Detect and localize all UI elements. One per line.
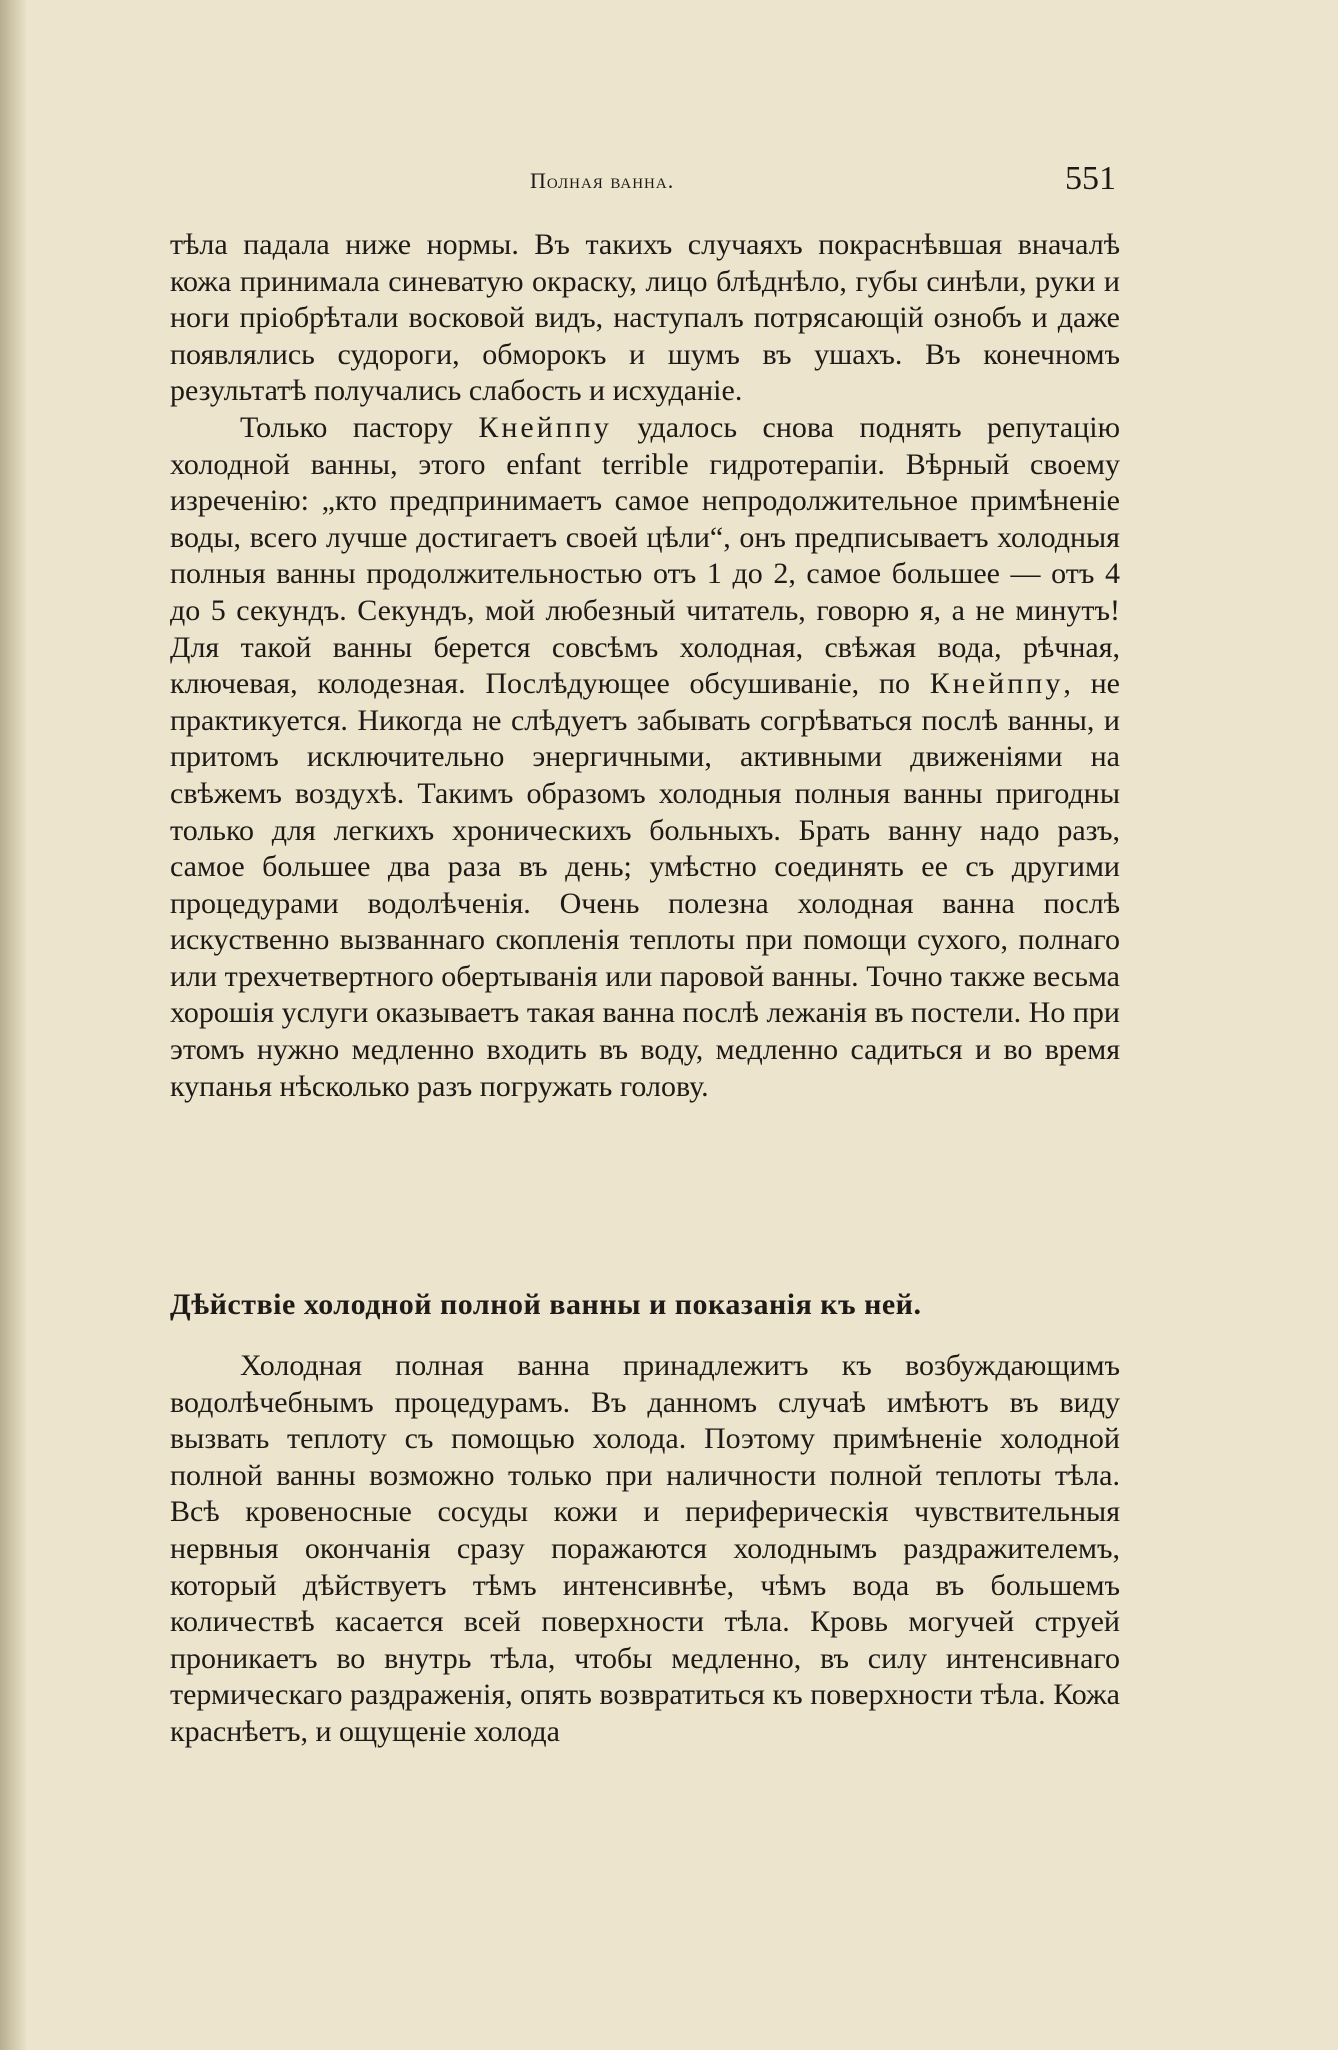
name-kneipp-1: Кнейппу: [478, 410, 612, 444]
paragraph-effect: Холодная полная ванна принадлежитъ къ возбуждающимъ водолѣчебнымъ процедурамъ. Въ данномъ случаѣ имѣютъ въ виду вызвать теплоту съ помощью холода. Поэтому примѣненіе холодной полной ванны возможно только при наличности полной теплоты тѣла. Всѣ кровеносные сосуды кожи и периферическія чувствительныя нервныя окончанія сразу поражаются холоднымъ раздражителемъ, который дѣйствуетъ тѣмъ интенсивнѣе, чѣмъ вода въ большемъ количествѣ касается всей поверхности тѣла. Кровь могучей струей проникаетъ во внутрь тѣла, чтобы медленно, въ силу интенсивнаго термическаго раздраженія, опять возвратиться къ поверхности тѣла. Кожа краснѣетъ, и ощущеніе холода: [170, 1349, 1120, 1748]
paragraph-continued: тѣла падала ниже нормы. Въ такихъ случаяхъ покраснѣвшая вначалѣ кожа принимала синеватую окраску, лицо блѣднѣло, губы синѣли, руки и ноги пріобрѣтали восковой видъ, наступалъ потрясающій ознобъ и даже появлялись судороги, обморокъ и шумъ въ ушахъ. Въ конечномъ результатѣ получались слабость и исхуданіе.: [170, 228, 1120, 408]
paragraph-kneipp-text-b: удалось снова поднять репутацію холодной ванны, этого enfant terrible гидротерапіи. Вѣрный своему изреченію: „кто предпринимаетъ самое непродолжительное примѣненіе воды, всего лучше достигаетъ своей цѣли“, онъ предписываетъ холодныя полныя ванны продолжительностью отъ 1 до 2, самое большее — отъ 4 до 5 секундъ. Секундъ, мой любезный читатель, говорю я, а не минутъ! Для такой ванны берется совсѣмъ холодная, свѣжая вода, рѣчная, ключевая, колодезная. Послѣдующее обсушиваніе, по: [170, 410, 1120, 701]
page-binding-edge: [0, 0, 26, 2050]
paragraph-kneipp-text-c: , не практикуется. Никогда не слѣдуетъ забывать согрѣваться послѣ ванны, и притомъ исключительно энергичными, активными движеніями на свѣжемъ воздухѣ. Такимъ образомъ холодныя полныя ванны пригодны только для легкихъ хроническихъ больныхъ. Брать ванну надо разъ, самое большее два раза въ день; умѣстно соединять ее съ другими процедурами водолѣченія. Очень полезна холодная ванна послѣ искуственно вызваннаго скопленія теплоты при помощи сухого, полнаго или трехчетвертного обертыванія или паровой ванны. Точно также весьма хорошія услуги оказываетъ такая ванна послѣ лежанія въ постели. Но при этомъ нужно медленно входить въ воду, медленно садиться и во время купанья нѣсколько разъ погружать голову.: [170, 667, 1120, 1103]
page-number: 551: [1065, 160, 1116, 197]
running-head-title: Полная ванна.: [530, 168, 675, 193]
section-heading: Дѣйствіе холодной полной ванны и показанія къ ней.: [170, 1288, 922, 1321]
name-kneipp-2: Кнейппу: [929, 667, 1064, 701]
paragraph-kneipp-text-a: Только пастору: [240, 410, 479, 444]
text-block-2: [170, 1348, 1120, 1751]
paragraph-kneipp: [170, 410, 1120, 1105]
text-block-1: [170, 227, 1120, 1105]
running-head: [0, 160, 1338, 210]
